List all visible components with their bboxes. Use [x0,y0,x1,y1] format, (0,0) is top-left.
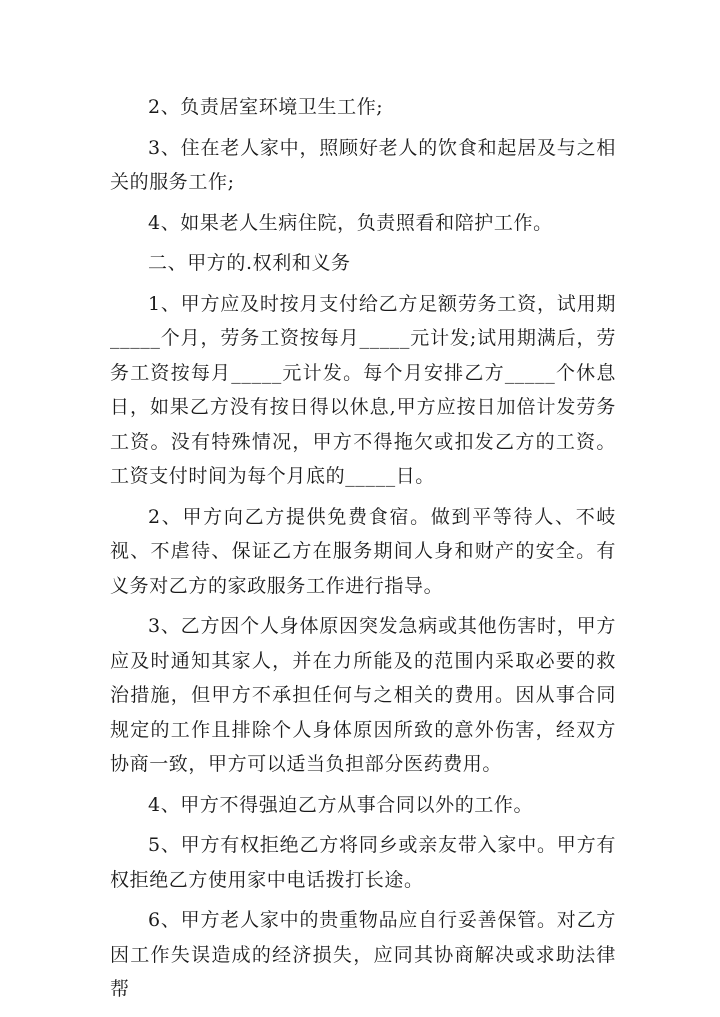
paragraph-party-a-4: 4、甲方不得强迫乙方从事合同以外的工作。 [148,793,534,816]
paragraph-party-a-3: 3、乙方因个人身体原因突发急病或其他伤害时，甲方应及时通知其家人，并在力所能及的范围内采取必要的救治措施，但甲方不承担任何与之相关的费用。因从事合同规定的工作且排除个人身体原因所致的意外伤害，经双方协商一致，甲方可以适当负担部分医药费用。 [110,615,616,775]
paragraph-duty-4: 4、如果老人生病住院，负责照看和陪护工作。 [148,211,553,234]
paragraph-party-a-6: 6、甲方老人家中的贵重物品应自行妥善保管。对乙方因工作失误造成的经济损失，应同其协商解决或求助法律帮 [110,909,616,1000]
document-page [110,90,616,1013]
paragraph-duty-2: 2、负责居室环境卫生工作; [148,96,384,118]
section-heading-party-a-rights: 二、甲方的.权利和义务 [148,252,351,274]
paragraph-party-a-5: 5、甲方有权拒绝乙方将同乡或亲友带入家中。甲方有权拒绝乙方使用家中电话拨打长途。 [110,834,616,891]
paragraph-party-a-2: 2、甲方向乙方提供免费食宿。做到平等待人、不岐视、不虐待、保证乙方在服务期间人身和财产的安全。有义务对乙方的家政服务工作进行指导。 [110,505,616,597]
paragraph-party-a-1: 1、甲方应及时按月支付给乙方足额劳务工资，试用期_____个月，劳务工资按每月_____元计发;试用期满后，劳务工资按每月_____元计发。每个月安排乙方_____个休息日，如果乙方没有按日得以休息,甲方应按日加倍计发劳务工资。没有特殊情况，甲方不得拖欠或扣发乙方的工资。工资支付时间为每个月底的_____日。 [110,292,616,487]
paragraph-duty-3: 3、住在老人家中，照顾好老人的饮食和起居及与之相关的服务工作; [110,136,616,193]
